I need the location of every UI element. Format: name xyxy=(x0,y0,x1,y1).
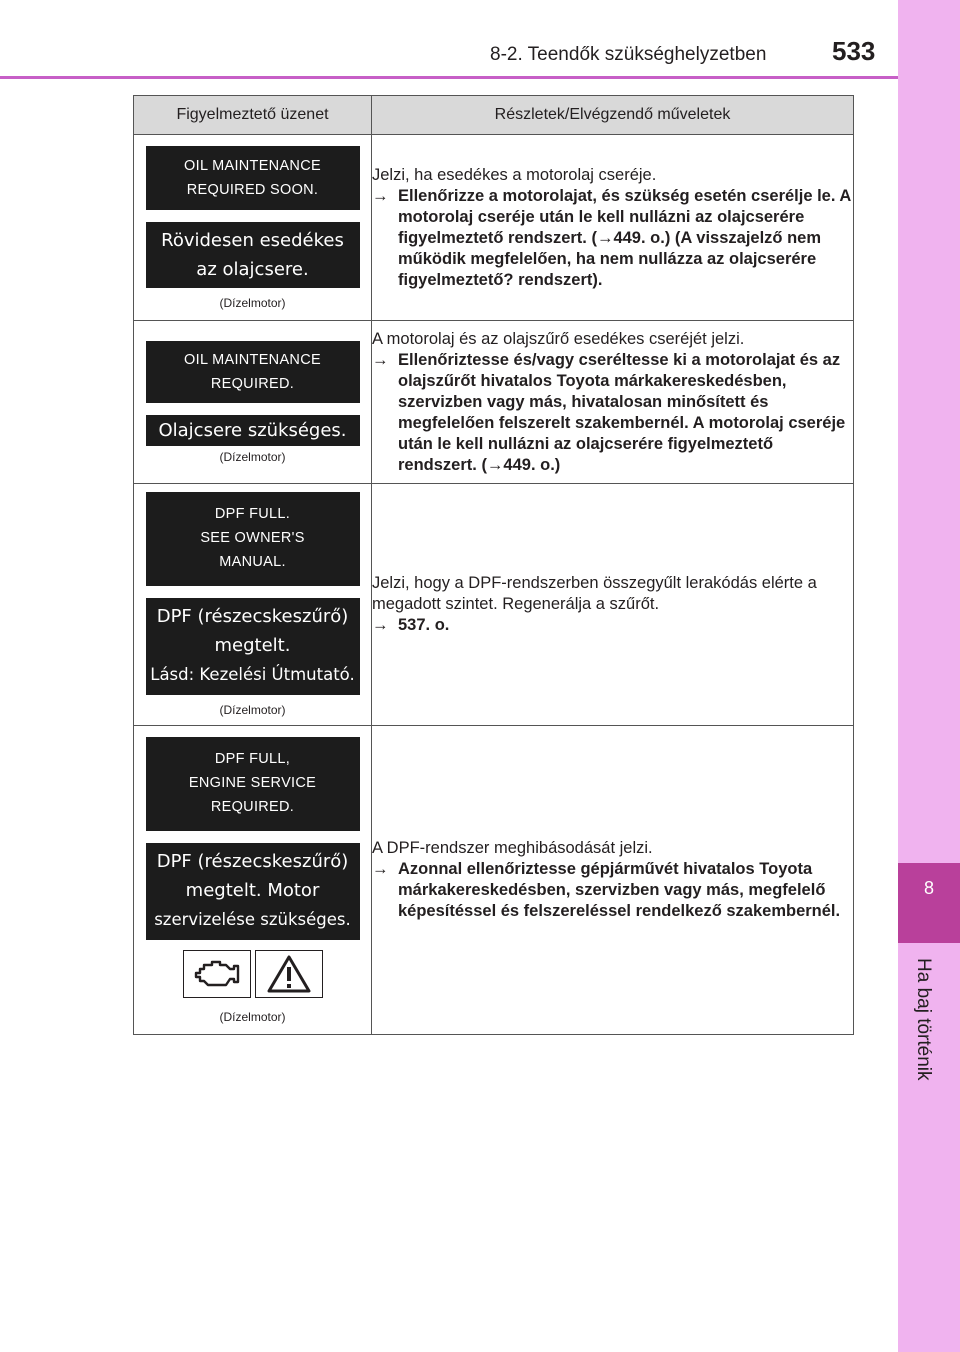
display-english xyxy=(146,492,360,586)
engine-caption: (Dízelmotor) xyxy=(219,449,286,464)
action-text[interactable]: 537. o. xyxy=(398,616,450,634)
details-cell xyxy=(372,484,854,726)
message-image-cell xyxy=(134,726,372,1035)
section-title: 8-2. Teendők szükséghelyzetben xyxy=(490,44,767,65)
message-image-cell xyxy=(134,484,372,726)
table-row xyxy=(134,135,854,321)
arrow-icon: → xyxy=(372,860,389,878)
action-item xyxy=(372,615,853,636)
display-line: OIL MAINTENANCE xyxy=(184,351,321,368)
display-hungarian xyxy=(146,415,360,446)
action-text: Azonnal ellenőriztesse gépjárművét hivatalos Toyota márkakereskedésben, szervizben vagy más, megfelelő képesítéssel és felszereléssel rendelkező szakembernél. xyxy=(398,860,841,920)
display-line: megtelt. Motor xyxy=(185,879,320,901)
chapter-number: 8 xyxy=(923,878,934,898)
display-line: DPF (részecskeszűrő) xyxy=(156,606,349,627)
display-line: Rövidesen esedékes xyxy=(161,229,344,251)
engine-caption: (Dízelmotor) xyxy=(219,295,286,310)
arrow-icon: → xyxy=(372,186,389,205)
column-header-details: Részletek/Elvégzendő műveletek xyxy=(372,96,854,135)
action-text: Ellenőrizze a motorolajat, és szükség esetén cserélje le. A motorolaj cseréje után le kell nullázni az olajcserére figyelmeztető rendszert. (→449. o.) (A visszajelző nem működik megfelelően, ha nem nullázza az olajcserére figyelmeztető? rendszert). xyxy=(398,186,851,289)
column-header-message: Figyelmeztető üzenet xyxy=(134,96,372,135)
engine-caption: (Dízelmotor) xyxy=(219,703,286,717)
chapter-label: Ha baj történik xyxy=(913,958,934,1081)
table-row xyxy=(134,321,854,484)
display-line: OIL MAINTENANCE xyxy=(184,157,321,174)
action-text: Ellenőriztesse és/vagy cseréltesse ki a motorolajat és az olajszűrőt hivatalos Toyota márkakereskedésben, szervizben vagy más, hivatalosan minősített és megfelelően felszerelt szakembernél. A motorolaj cseréje után le kell nullázni az olajcserére figyelmeztető rendszert. (→449. o.) xyxy=(398,350,846,474)
display-english xyxy=(146,737,360,831)
table-row xyxy=(134,484,854,726)
details-cell xyxy=(372,135,854,321)
action-item xyxy=(372,350,853,476)
display-line: REQUIRED. xyxy=(210,375,295,392)
display-line: DPF (részecskeszűrő) xyxy=(156,850,349,872)
table-row xyxy=(134,726,854,1035)
message-image-cell xyxy=(134,135,372,321)
display-hungarian xyxy=(146,598,360,695)
display-line: Lásd: Kezelési Útmutató. xyxy=(150,665,355,684)
details-lead: A motorolaj és az olajszűrő esedékes cseréjét jelzi. xyxy=(372,329,745,348)
table-header-row xyxy=(134,96,854,135)
warning-icons xyxy=(134,950,371,998)
display-line: DPF FULL, xyxy=(214,750,291,767)
display-line: ENGINE SERVICE xyxy=(188,774,317,791)
details-cell xyxy=(372,321,854,484)
details-lead: Jelzi, hogy a DPF-rendszerben összegyűlt lerakódás elérte a megadott szintet. Regenerálja a szűrőt. xyxy=(372,574,817,613)
engine-caption: (Dízelmotor) xyxy=(219,1009,286,1024)
warning-message-table xyxy=(133,95,854,1035)
warning-triangle-icon xyxy=(255,950,323,998)
action-item xyxy=(372,186,853,291)
display-line: REQUIRED. xyxy=(210,798,295,815)
display-hungarian xyxy=(146,843,360,940)
display-line: az olajcsere. xyxy=(196,258,309,280)
message-image-cell xyxy=(134,321,372,484)
page-number: 533 xyxy=(832,36,876,66)
display-line: megtelt. xyxy=(214,635,291,656)
check-engine-icon xyxy=(183,950,251,998)
header-rule xyxy=(0,76,898,79)
arrow-icon: → xyxy=(372,616,389,634)
details-lead: A DPF-rendszer meghibásodását jelzi. xyxy=(372,839,653,857)
display-line: Olajcsere szükséges. xyxy=(158,419,347,441)
details-cell xyxy=(372,726,854,1035)
display-line: szervizelése szükséges. xyxy=(154,909,351,929)
display-line: SEE OWNER'S xyxy=(200,530,305,546)
display-hungarian xyxy=(146,222,360,288)
display-line: DPF FULL. xyxy=(214,506,291,522)
display-english xyxy=(146,341,360,403)
display-line: MANUAL. xyxy=(219,554,286,570)
arrow-icon: → xyxy=(372,350,389,369)
display-line: REQUIRED SOON. xyxy=(186,181,319,198)
chapter-number-box xyxy=(898,863,960,943)
action-item xyxy=(372,859,853,922)
chapter-side-tab xyxy=(898,0,960,1352)
details-lead: Jelzi, ha esedékes a motorolaj cseréje. xyxy=(372,165,657,184)
display-english xyxy=(146,146,360,210)
